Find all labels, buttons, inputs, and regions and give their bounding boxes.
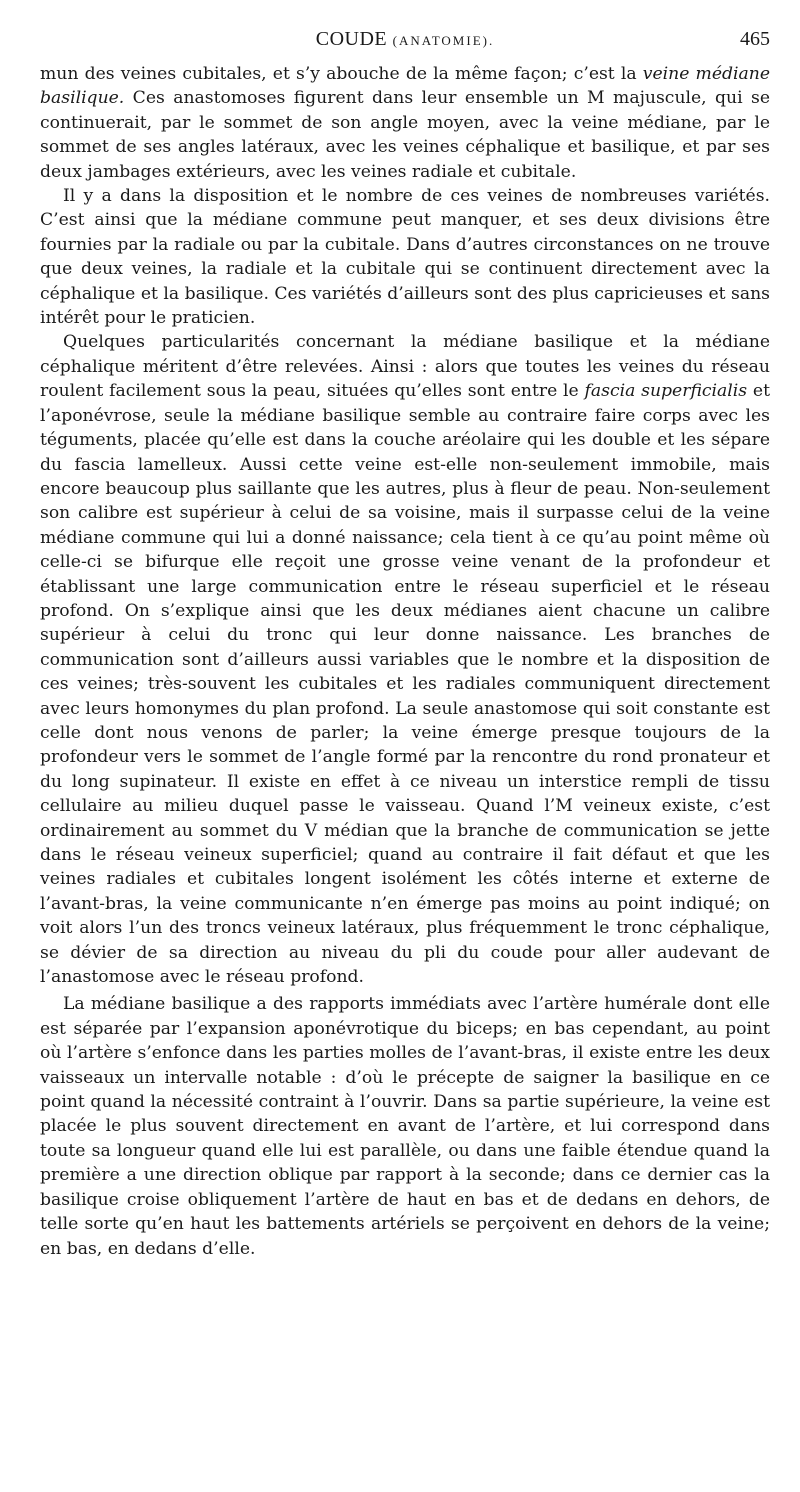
paragraph-particularities <box>40 330 770 989</box>
running-title-main: COUDE <box>315 28 388 50</box>
paragraph-text: mun des veines cubitales, et s’y abouche de la même façon; c’est la <box>40 64 643 84</box>
running-title-subtitle: (ANATOMIE). <box>392 33 495 48</box>
page <box>40 28 770 1261</box>
paragraph-text: et l’aponévrose, seule la médiane basilique semble au contraire faire corps avec les téguments, placée qu’elle est dans la couche aréolaire qui les double et les sépare du fascia lamelleux. Aussi cette veine est-elle non-seulement immobile, mais encore beaucoup plus saillante que les autres, plus à fleur de peau. Non-seulement son calibre est supérieur à celui de sa voisine, mais il surpasse celui de la veine médiane commune qui lui a donné naissance; cela tient à ce qu’au point même où celle-ci se bifurque elle reçoit une grosse veine venant de la profondeur et établissant une large communication entre le réseau superficiel et le réseau profond. On s’explique ainsi que les deux médianes aient chacune un calibre supérieur à celui du tronc qui leur donne naissance. Les branches de communication sont d’ailleurs aussi variables que le nombre et la disposition de ces veines; très-souvent les cubitales et les radiales communiquent directement avec leurs homonymes du plan profond. La seule anastomose qui soit constante est celle dont nous venons de parler; la veine émerge presque toujours de la profondeur vers le sommet de l’angle formé par la rencontre du rond pronateur et du long supinateur. Il existe en effet à ce niveau un interstice rempli de tissu cellulaire au milieu duquel passe le vaisseau. Quand l’M veineux existe, c’est ordinairement au sommet du V médian que la branche de communication se jette dans le réseau veineux superficiel; quand au contraire il fait défaut et que les veines radiales et cubitales longent isolément les côtés interne et externe de l’avant-bras, la veine communicante n’en émerge pas moins au point indiqué; on voit alors l’un des troncs veineux latéraux, plus fréquemment le tronc céphalique, se dévier de sa direction au niveau du pli du coude pour aller audevant de l’anastomose avec le réseau profond. <box>40 381 770 988</box>
italic-term: fascia superficialis <box>584 381 748 402</box>
page-number: 465 <box>740 28 770 50</box>
paragraph-text: Ces anastomoses figurent dans leur ensemble un M majuscule, qui se continuerait, par le sommet de son angle moyen, avec la veine médiane, par le sommet de ses angles latéraux, avec les veines céphalique et basilique, et par ses deux jambages extérieurs, avec les veines radiale et cubitale. <box>40 88 770 182</box>
running-header <box>40 28 770 56</box>
paragraph-varieties: Il y a dans la disposition et le nombre de ces veines de nombreuses variétés. C’est ainsi que la médiane commune peut manquer, et ses deux divisions être fournies par la radiale ou par la cubitale. Dans d’autres circonstances on ne trouve que deux veines, la radiale et la cubitale qui se continuent directement avec la céphalique et la basilique. Ces variétés d’ailleurs sont des plus capricieuses et sans intérêt pour le praticien. <box>40 186 770 329</box>
paragraph-continuation <box>40 62 770 184</box>
italic-term: veine médiane basilique. <box>40 64 770 109</box>
paragraph-basilic-relations: La médiane basilique a des rapports immédiats avec l’artère humérale dont elle est séparée par l’expansion aponévrotique du biceps; en bas cependant, au point où l’artère s’enfonce dans les parties molles de l’avant-bras, il existe entre les deux vaisseaux un intervalle notable : d’où le précepte de saigner la basilique en ce point quand la nécessité contraint à l’ouvrir. Dans sa partie supérieure, la veine est placée le plus souvent directement en avant de l’artère, et lui correspond dans toute sa longueur quand elle lui est parallèle, ou dans une faible étendue quand la première a une direction oblique par rapport à la seconde; dans ce dernier cas la basilique croise obliquement l’artère de haut en bas et de dedans en dehors, de telle sorte qu’en haut les battements artériels se perçoivent en dehors de la veine; en bas, en dedans d’elle. <box>40 994 770 1259</box>
paragraph-text: Quelques particularités concernant la médiane basilique et la médiane céphalique méritent d’être relevées. Ainsi : alors que toutes les veines du réseau roulent facilement sous la peau, situées qu’elles sont entre le <box>40 332 770 402</box>
running-title <box>40 28 770 51</box>
